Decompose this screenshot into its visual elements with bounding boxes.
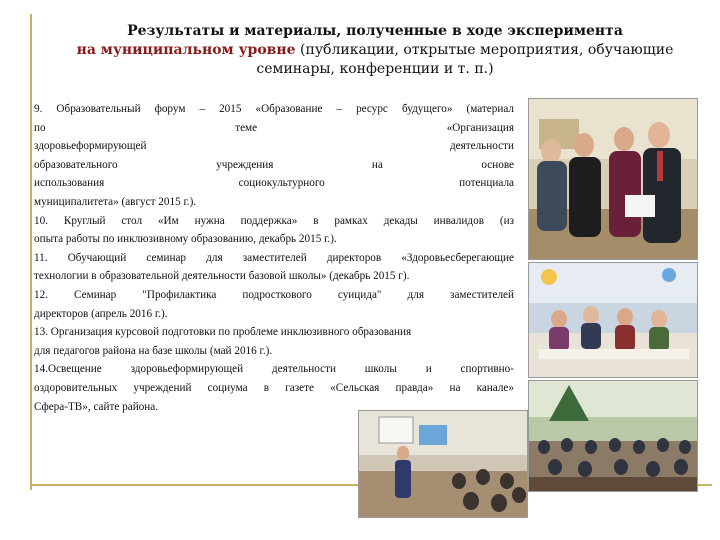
photo-forum-meeting bbox=[528, 98, 698, 260]
item-11-line: технологии в образовательной деятельности базовой школы» (декабрь 2015 г). bbox=[34, 270, 410, 283]
item-12-line: 12. Семинар "Профилактика подросткового суицида" для заместителей bbox=[34, 288, 514, 301]
photo-conference-hall bbox=[528, 380, 698, 492]
item-13-line: 13. Организация курсовой подготовки по проблеме инклюзивного образования bbox=[34, 326, 412, 339]
item-9-line: по теме «Организация bbox=[34, 121, 514, 134]
results-list bbox=[34, 100, 514, 416]
item-14-line: Сфера-ТВ», сайте района. bbox=[34, 400, 159, 413]
title-line-3: семинары, конференции и т. п.) bbox=[256, 61, 494, 77]
slide-title bbox=[55, 22, 695, 79]
item-9-line: здоровьеформирующей деятельности bbox=[34, 140, 514, 153]
title-line-2-rest: (публикации, открытые мероприятия, обучающие bbox=[295, 42, 674, 58]
item-14-line: 14.Освещение здоровьеформирующей деятельности школы и спортивно- bbox=[34, 363, 514, 376]
title-accent: на муниципальном уровне bbox=[76, 42, 296, 58]
item-11-line: 11. Обучающий семинар для заместителей директоров «Здоровьесберегающие bbox=[34, 251, 514, 264]
item-14-line: оздоровительных учреждений социума в газете «Сельская правда» на канале» bbox=[34, 381, 514, 394]
item-10-line: опыта работы по инклюзивному образованию, декабрь 2015 г.). bbox=[34, 233, 337, 246]
item-12-line: директоров (апрель 2016 г.). bbox=[34, 307, 168, 320]
photo-seminar-presentation bbox=[358, 410, 528, 518]
item-9-line: использования социокультурного потенциала bbox=[34, 177, 514, 190]
item-10-line: 10. Круглый стол «Им нужна поддержка» в рамках декады инвалидов (из bbox=[34, 214, 514, 227]
item-9-line: образовательного учреждения на основе bbox=[34, 158, 514, 171]
photo-round-table bbox=[528, 262, 698, 378]
item-9-line: 9. Образовательный форум – 2015 «Образование – ресурс будущего» (материал bbox=[34, 103, 514, 115]
left-vertical-rule bbox=[30, 14, 32, 490]
title-line-1: Результаты и материалы, полученные в ходе эксперимента bbox=[127, 23, 623, 39]
item-9-line: муниципалитета» (август 2015 г.). bbox=[34, 195, 197, 208]
item-13-line: для педагогов района на базе школы (май 2016 г.). bbox=[34, 344, 273, 357]
